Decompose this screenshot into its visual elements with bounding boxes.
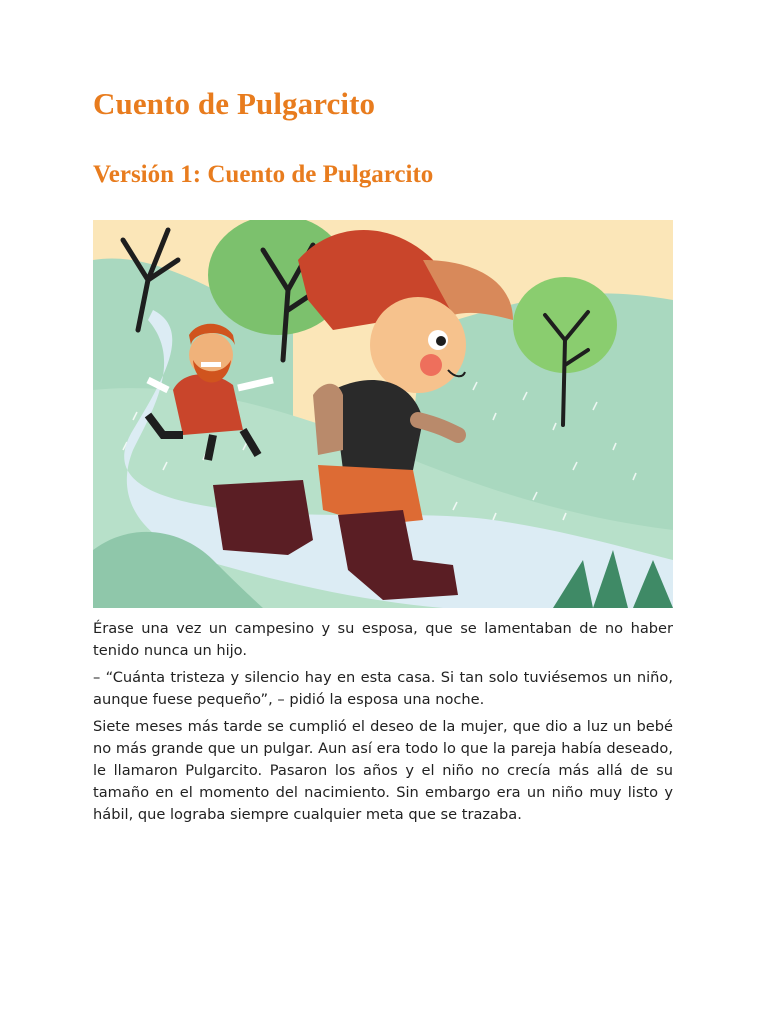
story-body <box>93 618 673 831</box>
page-title: Cuento de Pulgarcito <box>93 86 376 121</box>
story-illustration <box>93 220 673 608</box>
paragraph-3: Siete meses más tarde se cumplió el deseo de la mujer, que dio a luz un bebé no más grande que un pulgar. Aun así era todo lo que la pareja había deseado, le llamaron Pulgarcito. Pasaron los años y el niño no crecía más allá de su tamaño en el momento del nacimiento. Sin embargo era un niño muy listo y hábil, que lograba siempre cualquier meta que se trazaba. <box>93 718 673 823</box>
paragraph-1: Érase una vez un campesino y su esposa, que se lamentaban de no haber tenido nunca un hijo. <box>93 620 673 659</box>
paragraph-2: – “Cuánta tristeza y silencio hay en esta casa. Si tan solo tuviésemos un niño, aunque fuese pequeño”, – pidió la esposa una noche. <box>93 669 673 708</box>
section-heading: Versión 1: Cuento de Pulgarcito <box>93 161 434 188</box>
